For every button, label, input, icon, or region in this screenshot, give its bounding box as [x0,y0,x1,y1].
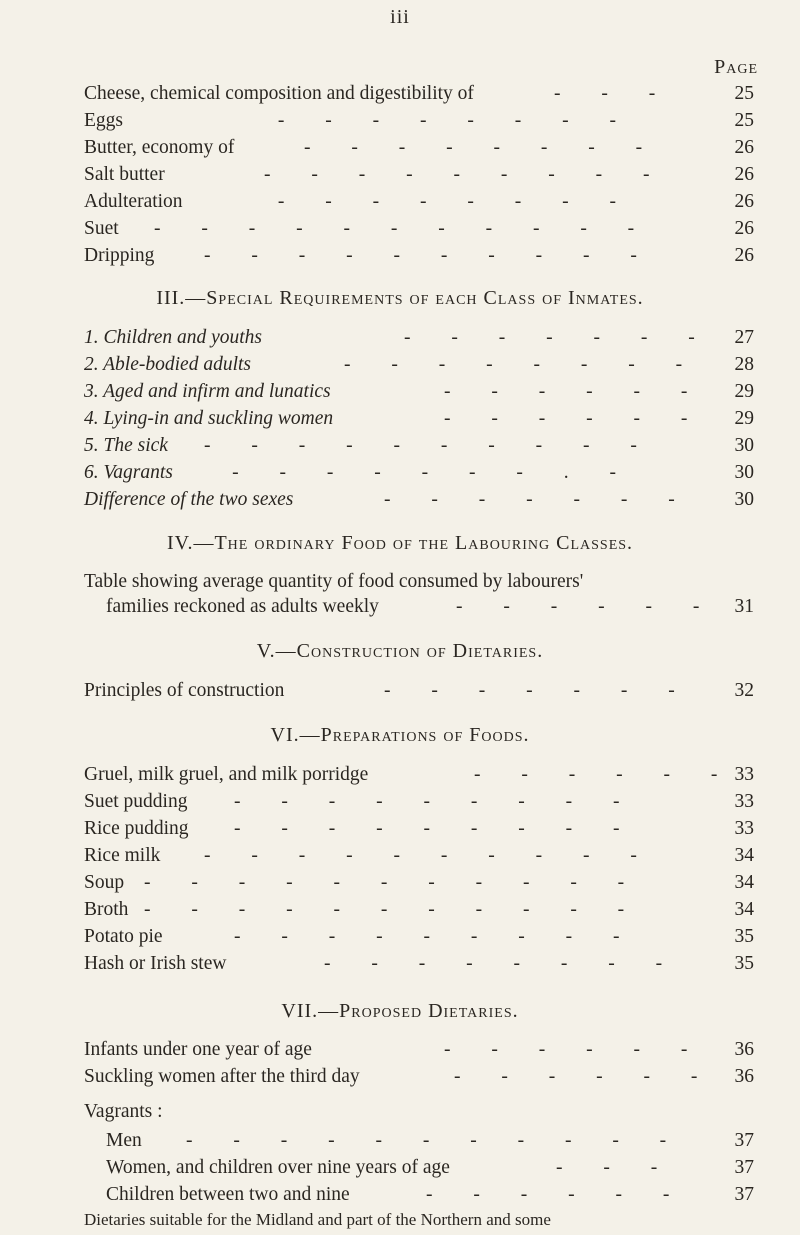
entry-title: Gruel, milk gruel, and milk porridge [84,764,369,785]
toc-entry [84,950,754,978]
entry-page: 28 [734,354,754,375]
vagrants-subheading: Vagrants : [84,1101,163,1122]
entry-page: 30 [734,462,754,483]
entry-title: Eggs [84,110,123,131]
section-heading: IV.—The ordinary Food of the Labouring Classes. [166,532,634,554]
toc-entry [84,761,754,789]
toc-entry [84,923,754,951]
entry-title: Suet [84,218,119,239]
toc-entry-line [84,568,754,596]
leader-dots: - - - - - - - [384,489,693,510]
entry-page: 34 [734,845,754,866]
toc-entry [84,107,754,135]
leader-dots: - - - - - - - . - [232,462,634,483]
entry-page: 36 [734,1066,754,1087]
entry-title: 4. Lying-in and suckling women [84,408,334,429]
leader-dots: - - - - - - - - [277,191,634,212]
entry-page: 26 [734,164,754,185]
section-heading: V.—Construction of Dietaries. [256,640,544,662]
entry-title-line2: families reckoned as adults weekly [106,596,379,617]
entry-page: 37 [734,1184,754,1205]
toc-entry [84,134,754,162]
leader-dots: - - - - - - - [384,680,693,701]
toc-entry [84,1063,754,1091]
toc-entry [106,593,754,621]
toc-entry [84,351,754,379]
toc-entry [84,1036,754,1064]
entry-page: 26 [734,245,754,266]
leader-dots: - - - - - - - - [344,354,701,375]
entry-page: 25 [734,83,754,104]
entry-title: Potato pie [84,926,163,947]
leader-dots: - - - - - - - - - - [204,845,655,866]
leader-dots: - - - [556,1157,676,1178]
entry-page: 33 [734,791,754,812]
leader-dots: - - - - - - [444,381,706,402]
leader-dots: - - - - - - - - - [234,791,638,812]
page-column-heading: Page [714,56,758,78]
toc-entry [84,869,754,897]
entry-title: Rice milk [84,845,161,866]
entry-page: 34 [734,899,754,920]
entry-title: Butter, economy of [84,137,235,158]
toc-entry [84,432,754,460]
entry-title: Broth [84,899,129,920]
leader-dots: - - - - - - - - [324,953,681,974]
entry-title: Infants under one year of age [84,1039,312,1060]
toc-entry [84,842,754,870]
entry-page: 30 [734,435,754,456]
leader-dots: - - - [554,83,674,104]
toc-entry [106,1127,754,1155]
entry-page: 31 [734,596,754,617]
leader-dots: - - - - - - [444,1039,706,1060]
section-heading: VII.—Proposed Dietaries. [281,1000,519,1022]
entry-page: 26 [734,137,754,158]
entry-page: 32 [734,680,754,701]
entry-title: Difference of the two sexes [84,489,294,510]
entry-title: Children between two and nine [106,1184,350,1205]
entry-page: 29 [734,408,754,429]
entry-page: 37 [734,1130,754,1151]
toc-entry [84,161,754,189]
leader-dots: - - - - - - - - [277,110,634,131]
leader-dots: - - - - - - - - - [234,926,638,947]
entry-title: Soup [84,872,125,893]
entry-title: 3. Aged and infirm and lunatics [84,381,331,402]
entry-title-line1: Table showing average quantity of food consumed by labourers' [84,571,584,592]
leader-dots: - - - - - - - - - - - [144,899,643,920]
leader-dots: - - - - - - - - - [234,818,638,839]
section-heading: III.—Special Requirements of each Class of Inmates. [156,287,644,309]
entry-page: 35 [734,926,754,947]
entry-page: 27 [734,327,754,348]
leader-dots: - - - - - - [444,408,706,429]
leader-dots: - - - - - - - - - - - [154,218,653,239]
leader-dots: - - - - - - - - - - [204,435,655,456]
entry-page: 30 [734,489,754,510]
toc-entry [84,188,754,216]
folio-number: iii [390,6,410,28]
leader-dots: - - - - - - [426,1184,688,1205]
toc-entry [84,405,754,433]
toc-entry-line [84,1206,754,1234]
toc-entry [106,1181,754,1209]
entry-title: Hash or Irish stew [84,953,227,974]
entry-title: Principles of construction [84,680,285,701]
leader-dots: - - - - - - - - - - - [144,872,643,893]
leader-dots: - - - - - - [454,1066,716,1087]
toc-entry [84,324,754,352]
entry-page: 37 [734,1157,754,1178]
entry-page: 35 [734,953,754,974]
entry-title: Cheese, chemical composition and digestibility of [84,83,474,104]
entry-page: 33 [734,818,754,839]
entry-title: Suet pudding [84,791,188,812]
entry-page: 29 [734,381,754,402]
leader-dots: - - - - - - - - - - [204,245,655,266]
leader-dots: - - - - - - [456,596,718,617]
toc-entry [84,215,754,243]
toc-entry [84,242,754,270]
entry-title: Men [106,1130,142,1151]
entry-page: 33 [734,764,754,785]
entry-title: Women, and children over nine years of age [106,1157,450,1178]
entry-title: Salt butter [84,164,165,185]
leader-dots: - - - - - - - - - [264,164,668,185]
entry-title: Dripping [84,245,155,266]
toc-entry [84,80,754,108]
toc-entry [84,459,754,487]
leader-dots: - - - - - - - - - - - [186,1130,685,1151]
toc-entry [84,788,754,816]
entry-title: Adulteration [84,191,183,212]
entry-page: 26 [734,218,754,239]
entry-page: 25 [734,110,754,131]
toc-entry [106,1154,754,1182]
entry-title: 2. Able-bodied adults [84,354,251,375]
entry-title: Suckling women after the third day [84,1066,360,1087]
entry-page: 34 [734,872,754,893]
entry-title: 5. The sick [84,435,168,456]
leader-dots: - - - - - - - [404,327,713,348]
toc-entry [84,815,754,843]
entry-title-line1: Dietaries suitable for the Midland and part of the Northern and some [84,1210,551,1229]
entry-page: 36 [734,1039,754,1060]
entry-title: 6. Vagrants [84,462,173,483]
toc-entry [84,378,754,406]
leader-dots: - - - - - - [474,764,736,785]
toc-entry [84,677,754,705]
entry-title: Rice pudding [84,818,189,839]
entry-page: 26 [734,191,754,212]
section-heading: VI.—Preparations of Foods. [270,724,530,746]
toc-entry [84,896,754,924]
leader-dots: - - - - - - - - [304,137,661,158]
toc-entry [84,486,754,514]
entry-title: 1. Children and youths [84,327,263,348]
